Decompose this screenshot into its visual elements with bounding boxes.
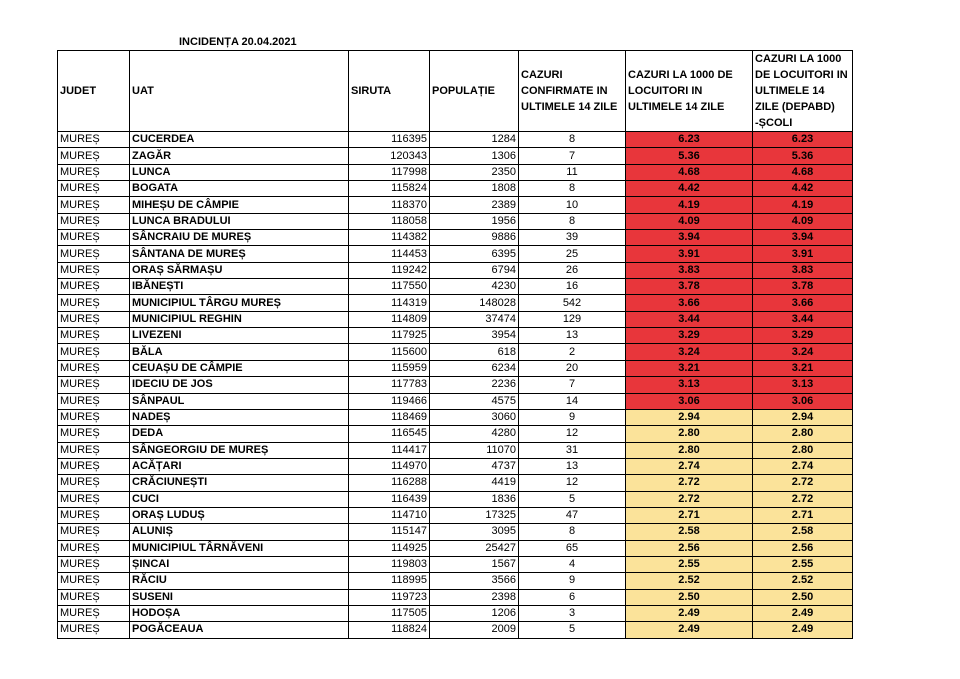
cell-cazuri: 25 xyxy=(519,246,626,262)
table-row xyxy=(58,426,853,442)
cell-populatie: 1808 xyxy=(430,181,519,197)
cell-siruta: 119466 xyxy=(349,393,430,409)
cell-cazuri: 2 xyxy=(519,344,626,360)
cell-rata: 3.94 xyxy=(626,230,753,246)
cell-uat: ORAȘ SĂRMAȘU xyxy=(130,262,349,278)
cell-rata: 2.94 xyxy=(626,409,753,425)
cell-rata: 2.71 xyxy=(626,507,753,523)
cell-siruta: 120343 xyxy=(349,148,430,164)
cell-rata-scoli: 3.24 xyxy=(753,344,853,360)
cell-rata: 2.49 xyxy=(626,622,753,638)
cell-judet: MUREȘ xyxy=(58,589,130,605)
cell-siruta: 118058 xyxy=(349,213,430,229)
table-row xyxy=(58,328,853,344)
cell-siruta: 118995 xyxy=(349,573,430,589)
cell-rata: 4.09 xyxy=(626,213,753,229)
cell-siruta: 115600 xyxy=(349,344,430,360)
cell-judet: MUREȘ xyxy=(58,605,130,621)
table-row xyxy=(58,164,853,180)
cell-uat: SÂNTANA DE MUREȘ xyxy=(130,246,349,262)
cell-judet: MUREȘ xyxy=(58,197,130,213)
cell-populatie: 4737 xyxy=(430,458,519,474)
cell-populatie: 6794 xyxy=(430,262,519,278)
cell-siruta: 115147 xyxy=(349,524,430,540)
cell-uat: SÂNCRAIU DE MUREȘ xyxy=(130,230,349,246)
table-row xyxy=(58,279,853,295)
cell-rata: 6.23 xyxy=(626,132,753,148)
cell-uat: MUNICIPIUL REGHIN xyxy=(130,311,349,327)
cell-rata-scoli: 2.72 xyxy=(753,491,853,507)
cell-siruta: 115824 xyxy=(349,181,430,197)
header-populatie: POPULAȚIE xyxy=(430,51,519,132)
cell-siruta: 114925 xyxy=(349,540,430,556)
table-row xyxy=(58,475,853,491)
cell-rata-scoli: 4.09 xyxy=(753,213,853,229)
cell-cazuri: 47 xyxy=(519,507,626,523)
table-row xyxy=(58,442,853,458)
cell-siruta: 116439 xyxy=(349,491,430,507)
cell-cazuri: 8 xyxy=(519,132,626,148)
table-row xyxy=(58,360,853,376)
cell-cazuri: 12 xyxy=(519,475,626,491)
cell-populatie: 3954 xyxy=(430,328,519,344)
cell-populatie: 4575 xyxy=(430,393,519,409)
cell-rata-scoli: 3.78 xyxy=(753,279,853,295)
table-row xyxy=(58,622,853,638)
cell-rata-scoli: 3.06 xyxy=(753,393,853,409)
cell-populatie: 148028 xyxy=(430,295,519,311)
cell-populatie: 1567 xyxy=(430,556,519,572)
cell-rata-scoli: 3.13 xyxy=(753,377,853,393)
cell-judet: MUREȘ xyxy=(58,344,130,360)
cell-rata-scoli: 3.94 xyxy=(753,230,853,246)
table-row xyxy=(58,295,853,311)
cell-judet: MUREȘ xyxy=(58,164,130,180)
cell-cazuri: 13 xyxy=(519,328,626,344)
cell-cazuri: 16 xyxy=(519,279,626,295)
cell-populatie: 6395 xyxy=(430,246,519,262)
cell-rata-scoli: 2.50 xyxy=(753,589,853,605)
header-row xyxy=(58,51,853,132)
cell-rata-scoli: 3.21 xyxy=(753,360,853,376)
cell-rata: 4.68 xyxy=(626,164,753,180)
cell-judet: MUREȘ xyxy=(58,475,130,491)
cell-uat: IDECIU DE JOS xyxy=(130,377,349,393)
cell-cazuri: 65 xyxy=(519,540,626,556)
cell-rata: 2.52 xyxy=(626,573,753,589)
cell-judet: MUREȘ xyxy=(58,524,130,540)
cell-cazuri: 9 xyxy=(519,573,626,589)
cell-uat: POGĂCEAUA xyxy=(130,622,349,638)
cell-judet: MUREȘ xyxy=(58,148,130,164)
cell-rata-scoli: 2.94 xyxy=(753,409,853,425)
header-cazuri: CAZURI CONFIRMATE IN ULTIMELE 14 ZILE xyxy=(519,51,626,132)
table-row xyxy=(58,540,853,556)
cell-populatie: 17325 xyxy=(430,507,519,523)
cell-uat: DEDA xyxy=(130,426,349,442)
cell-uat: LUNCA BRADULUI xyxy=(130,213,349,229)
table-row xyxy=(58,181,853,197)
cell-siruta: 114417 xyxy=(349,442,430,458)
cell-uat: ȘINCAI xyxy=(130,556,349,572)
cell-rata: 2.74 xyxy=(626,458,753,474)
cell-siruta: 117505 xyxy=(349,605,430,621)
cell-rata-scoli: 2.49 xyxy=(753,622,853,638)
cell-uat: ACĂȚARI xyxy=(130,458,349,474)
cell-rata-scoli: 2.72 xyxy=(753,475,853,491)
cell-siruta: 117550 xyxy=(349,279,430,295)
header-rata-scoli: CAZURI LA 1000 DE LOCUITORI IN ULTIMELE 14 ZILE (DEPABD) -ȘCOLI xyxy=(753,51,853,132)
cell-judet: MUREȘ xyxy=(58,181,130,197)
cell-cazuri: 7 xyxy=(519,148,626,164)
cell-rata: 5.36 xyxy=(626,148,753,164)
cell-rata: 2.50 xyxy=(626,589,753,605)
cell-rata: 2.55 xyxy=(626,556,753,572)
cell-populatie: 9886 xyxy=(430,230,519,246)
cell-rata-scoli: 3.29 xyxy=(753,328,853,344)
document-title: INCIDENȚA 20.04.2021 xyxy=(179,36,297,48)
cell-uat: HODOȘA xyxy=(130,605,349,621)
cell-cazuri: 5 xyxy=(519,491,626,507)
cell-rata: 3.21 xyxy=(626,360,753,376)
cell-cazuri: 9 xyxy=(519,409,626,425)
cell-rata: 2.80 xyxy=(626,442,753,458)
cell-judet: MUREȘ xyxy=(58,246,130,262)
cell-siruta: 114453 xyxy=(349,246,430,262)
cell-cazuri: 26 xyxy=(519,262,626,278)
cell-populatie: 2350 xyxy=(430,164,519,180)
header-siruta: SIRUTA xyxy=(349,51,430,132)
cell-uat: NADEȘ xyxy=(130,409,349,425)
cell-judet: MUREȘ xyxy=(58,295,130,311)
cell-cazuri: 39 xyxy=(519,230,626,246)
table-row xyxy=(58,344,853,360)
cell-populatie: 3566 xyxy=(430,573,519,589)
table-row xyxy=(58,213,853,229)
cell-cazuri: 4 xyxy=(519,556,626,572)
cell-rata: 4.42 xyxy=(626,181,753,197)
table-row xyxy=(58,409,853,425)
cell-uat: ORAȘ LUDUȘ xyxy=(130,507,349,523)
cell-populatie: 6234 xyxy=(430,360,519,376)
cell-siruta: 119242 xyxy=(349,262,430,278)
cell-uat: SUSENI xyxy=(130,589,349,605)
table-row xyxy=(58,524,853,540)
cell-rata: 3.78 xyxy=(626,279,753,295)
cell-cazuri: 5 xyxy=(519,622,626,638)
cell-populatie: 37474 xyxy=(430,311,519,327)
table-row xyxy=(58,197,853,213)
cell-populatie: 1284 xyxy=(430,132,519,148)
cell-rata-scoli: 4.68 xyxy=(753,164,853,180)
cell-uat: CUCERDEA xyxy=(130,132,349,148)
cell-cazuri: 14 xyxy=(519,393,626,409)
cell-judet: MUREȘ xyxy=(58,573,130,589)
cell-rata: 3.91 xyxy=(626,246,753,262)
cell-judet: MUREȘ xyxy=(58,426,130,442)
cell-rata-scoli: 4.42 xyxy=(753,181,853,197)
cell-siruta: 117998 xyxy=(349,164,430,180)
cell-judet: MUREȘ xyxy=(58,132,130,148)
cell-populatie: 3095 xyxy=(430,524,519,540)
table-row xyxy=(58,556,853,572)
cell-rata-scoli: 3.44 xyxy=(753,311,853,327)
cell-rata: 3.83 xyxy=(626,262,753,278)
cell-judet: MUREȘ xyxy=(58,507,130,523)
cell-rata-scoli: 2.56 xyxy=(753,540,853,556)
cell-siruta: 118469 xyxy=(349,409,430,425)
cell-cazuri: 13 xyxy=(519,458,626,474)
cell-uat: CUCI xyxy=(130,491,349,507)
cell-uat: CRĂCIUNEȘTI xyxy=(130,475,349,491)
cell-siruta: 118370 xyxy=(349,197,430,213)
cell-siruta: 116288 xyxy=(349,475,430,491)
cell-rata-scoli: 5.36 xyxy=(753,148,853,164)
table-row xyxy=(58,148,853,164)
cell-siruta: 119723 xyxy=(349,589,430,605)
cell-uat: BĂLA xyxy=(130,344,349,360)
cell-populatie: 2236 xyxy=(430,377,519,393)
cell-siruta: 114809 xyxy=(349,311,430,327)
cell-cazuri: 129 xyxy=(519,311,626,327)
cell-siruta: 114382 xyxy=(349,230,430,246)
cell-cazuri: 8 xyxy=(519,181,626,197)
table-row xyxy=(58,246,853,262)
table-row xyxy=(58,311,853,327)
cell-rata-scoli: 4.19 xyxy=(753,197,853,213)
cell-rata-scoli: 2.52 xyxy=(753,573,853,589)
cell-rata: 2.58 xyxy=(626,524,753,540)
cell-rata: 2.49 xyxy=(626,605,753,621)
cell-siruta: 117925 xyxy=(349,328,430,344)
cell-judet: MUREȘ xyxy=(58,311,130,327)
cell-cazuri: 31 xyxy=(519,442,626,458)
cell-judet: MUREȘ xyxy=(58,442,130,458)
cell-cazuri: 11 xyxy=(519,164,626,180)
table-row xyxy=(58,589,853,605)
cell-populatie: 618 xyxy=(430,344,519,360)
cell-siruta: 118824 xyxy=(349,622,430,638)
table-row xyxy=(58,573,853,589)
cell-judet: MUREȘ xyxy=(58,409,130,425)
cell-rata: 2.80 xyxy=(626,426,753,442)
cell-populatie: 1956 xyxy=(430,213,519,229)
table-row xyxy=(58,393,853,409)
cell-uat: SÂNPAUL xyxy=(130,393,349,409)
cell-rata: 2.56 xyxy=(626,540,753,556)
cell-siruta: 114710 xyxy=(349,507,430,523)
cell-uat: ALUNIȘ xyxy=(130,524,349,540)
header-judet: JUDET xyxy=(58,51,130,132)
cell-cazuri: 8 xyxy=(519,213,626,229)
cell-siruta: 117783 xyxy=(349,377,430,393)
cell-populatie: 2398 xyxy=(430,589,519,605)
cell-rata: 4.19 xyxy=(626,197,753,213)
cell-populatie: 4419 xyxy=(430,475,519,491)
cell-judet: MUREȘ xyxy=(58,393,130,409)
cell-populatie: 11070 xyxy=(430,442,519,458)
cell-rata-scoli: 2.80 xyxy=(753,426,853,442)
table-body xyxy=(58,132,853,639)
cell-judet: MUREȘ xyxy=(58,262,130,278)
cell-rata: 3.24 xyxy=(626,344,753,360)
table-row xyxy=(58,458,853,474)
cell-uat: CEUAȘU DE CÂMPIE xyxy=(130,360,349,376)
cell-uat: LIVEZENI xyxy=(130,328,349,344)
cell-populatie: 1306 xyxy=(430,148,519,164)
cell-populatie: 1836 xyxy=(430,491,519,507)
cell-cazuri: 6 xyxy=(519,589,626,605)
cell-uat: ZAGĂR xyxy=(130,148,349,164)
cell-rata: 3.13 xyxy=(626,377,753,393)
table-row xyxy=(58,262,853,278)
cell-judet: MUREȘ xyxy=(58,230,130,246)
cell-siruta: 116395 xyxy=(349,132,430,148)
cell-populatie: 4280 xyxy=(430,426,519,442)
table-row xyxy=(58,230,853,246)
table-row xyxy=(58,491,853,507)
table-row xyxy=(58,132,853,148)
cell-rata-scoli: 3.91 xyxy=(753,246,853,262)
cell-judet: MUREȘ xyxy=(58,556,130,572)
cell-rata-scoli: 6.23 xyxy=(753,132,853,148)
table-row xyxy=(58,377,853,393)
cell-rata-scoli: 2.49 xyxy=(753,605,853,621)
cell-rata: 3.29 xyxy=(626,328,753,344)
cell-populatie: 4230 xyxy=(430,279,519,295)
cell-siruta: 115959 xyxy=(349,360,430,376)
incidence-table xyxy=(57,50,853,639)
header-rata: CAZURI LA 1000 DE LOCUITORI IN ULTIMELE 14 ZILE xyxy=(626,51,753,132)
cell-rata-scoli: 2.71 xyxy=(753,507,853,523)
cell-judet: MUREȘ xyxy=(58,360,130,376)
cell-siruta: 116545 xyxy=(349,426,430,442)
cell-siruta: 119803 xyxy=(349,556,430,572)
cell-rata-scoli: 2.74 xyxy=(753,458,853,474)
cell-judet: MUREȘ xyxy=(58,491,130,507)
cell-cazuri: 12 xyxy=(519,426,626,442)
cell-rata-scoli: 2.80 xyxy=(753,442,853,458)
cell-judet: MUREȘ xyxy=(58,279,130,295)
cell-judet: MUREȘ xyxy=(58,328,130,344)
cell-rata: 3.06 xyxy=(626,393,753,409)
cell-judet: MUREȘ xyxy=(58,622,130,638)
cell-populatie: 1206 xyxy=(430,605,519,621)
header-uat: UAT xyxy=(130,51,349,132)
cell-judet: MUREȘ xyxy=(58,213,130,229)
cell-rata-scoli: 3.83 xyxy=(753,262,853,278)
cell-uat: IBĂNEȘTI xyxy=(130,279,349,295)
cell-uat: MUNICIPIUL TÂRNĂVENI xyxy=(130,540,349,556)
cell-uat: LUNCA xyxy=(130,164,349,180)
cell-judet: MUREȘ xyxy=(58,540,130,556)
cell-rata: 3.66 xyxy=(626,295,753,311)
cell-populatie: 2009 xyxy=(430,622,519,638)
cell-siruta: 114970 xyxy=(349,458,430,474)
cell-cazuri: 10 xyxy=(519,197,626,213)
cell-rata: 2.72 xyxy=(626,491,753,507)
cell-cazuri: 3 xyxy=(519,605,626,621)
cell-cazuri: 542 xyxy=(519,295,626,311)
cell-cazuri: 7 xyxy=(519,377,626,393)
cell-rata-scoli: 3.66 xyxy=(753,295,853,311)
cell-rata-scoli: 2.58 xyxy=(753,524,853,540)
cell-cazuri: 8 xyxy=(519,524,626,540)
cell-judet: MUREȘ xyxy=(58,377,130,393)
cell-rata-scoli: 2.55 xyxy=(753,556,853,572)
cell-populatie: 3060 xyxy=(430,409,519,425)
table-row xyxy=(58,507,853,523)
table-row xyxy=(58,605,853,621)
cell-rata: 3.44 xyxy=(626,311,753,327)
cell-populatie: 2389 xyxy=(430,197,519,213)
cell-uat: RĂCIU xyxy=(130,573,349,589)
cell-judet: MUREȘ xyxy=(58,458,130,474)
cell-uat: MUNICIPIUL TÂRGU MUREȘ xyxy=(130,295,349,311)
cell-uat: BOGATA xyxy=(130,181,349,197)
cell-populatie: 25427 xyxy=(430,540,519,556)
cell-siruta: 114319 xyxy=(349,295,430,311)
cell-uat: SÂNGEORGIU DE MUREȘ xyxy=(130,442,349,458)
cell-uat: MIHEȘU DE CÂMPIE xyxy=(130,197,349,213)
cell-rata: 2.72 xyxy=(626,475,753,491)
cell-cazuri: 20 xyxy=(519,360,626,376)
